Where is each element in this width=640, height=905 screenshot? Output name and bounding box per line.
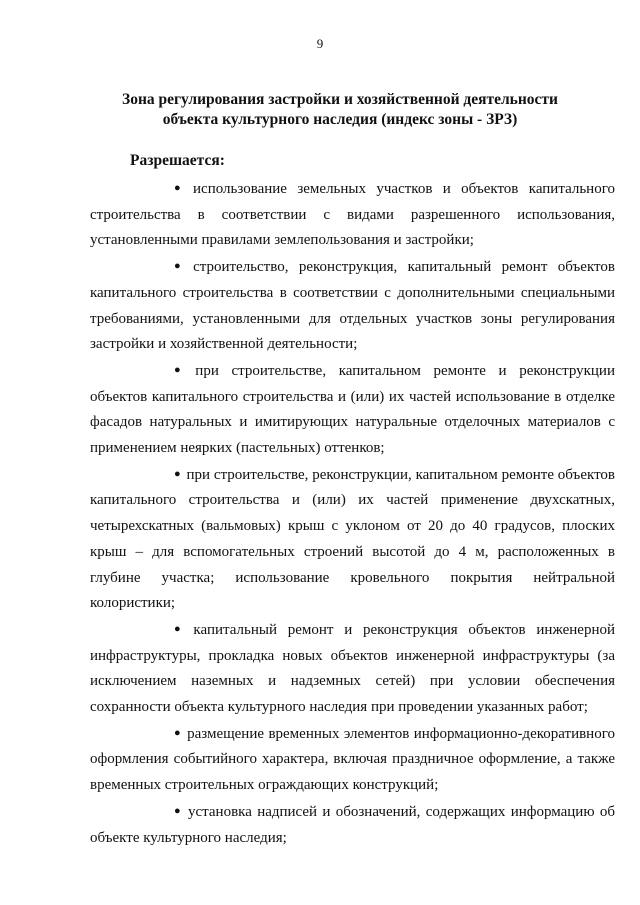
list-item-text: установка надписей и обозначений, содержащих информацию об объекте культурного наследия; xyxy=(90,803,615,846)
bullet-icon: ● xyxy=(174,804,181,817)
allowed-label: Разрешается: xyxy=(130,152,225,169)
list-item-text: строительство, реконструкция, капитальный ремонт объектов капитального строительства в соответствии с дополнительными специальными требованиями, установленными для отдельных участков зоны регулирования застройки и хозяйственной деятельности; xyxy=(90,259,615,353)
heading-line-1: Зона регулирования застройки и хозяйственной деятельности xyxy=(122,91,558,108)
list-item-text: использование земельных участков и объектов капитального строительства в соответствии с видами разрешенного использования, установленными правилами землепользования и застройки; xyxy=(90,181,615,249)
list-item xyxy=(90,799,615,851)
bullet-icon: ● xyxy=(174,260,181,273)
bullet-icon: ● xyxy=(174,622,181,635)
section-heading xyxy=(120,90,560,130)
list-item-text: при строительстве, капитальном ремонте и реконструкции объектов капитального строительства и (или) их частей использование в отделке фасадов натуральных и имитирующих натуральные отделочных материалов с применением неярких (пастельных) оттенков; xyxy=(90,362,615,457)
page-number: 9 xyxy=(316,36,324,51)
list-item xyxy=(90,176,615,254)
list-item xyxy=(90,617,615,721)
bullet-icon: ● xyxy=(174,726,181,739)
list-item xyxy=(90,358,615,462)
list-item xyxy=(90,462,615,617)
permitted-uses-list xyxy=(90,176,615,851)
list-item-text: при строительстве, реконструкции, капитальном ремонте объектов капитального строительства и (или) их частей применение двухскатных, четырехскатных (вальмовых) крыш с уклоном от 20 до 40 градусов, плоских крыш – для вспомогательных строений высотой до 4 м, расположенных в глубине участка; использование кровельного покрытия нейтральной колористики; xyxy=(90,466,616,612)
list-item-text: капитальный ремонт и реконструкция объектов инженерной инфраструктуры, прокладка новых объектов инженерной инфраструктуры (за исключением наземных и надземных сетей) при условии обеспечения сохранности объекта культурного наследия при проведении указанных работ; xyxy=(90,621,616,716)
list-item xyxy=(90,721,615,799)
bullet-icon: ● xyxy=(174,182,181,194)
list-item-text: размещение временных элементов информационно-декоративного оформления событийного характера, включая праздничное оформление, а также временных строительных ограждающих конструкций; xyxy=(90,725,615,794)
bullet-icon: ● xyxy=(174,363,181,376)
list-item xyxy=(90,254,615,358)
heading-line-2: объекта культурного наследия (индекс зоны - ЗРЗ) xyxy=(162,111,518,128)
bullet-icon: ● xyxy=(174,467,181,480)
